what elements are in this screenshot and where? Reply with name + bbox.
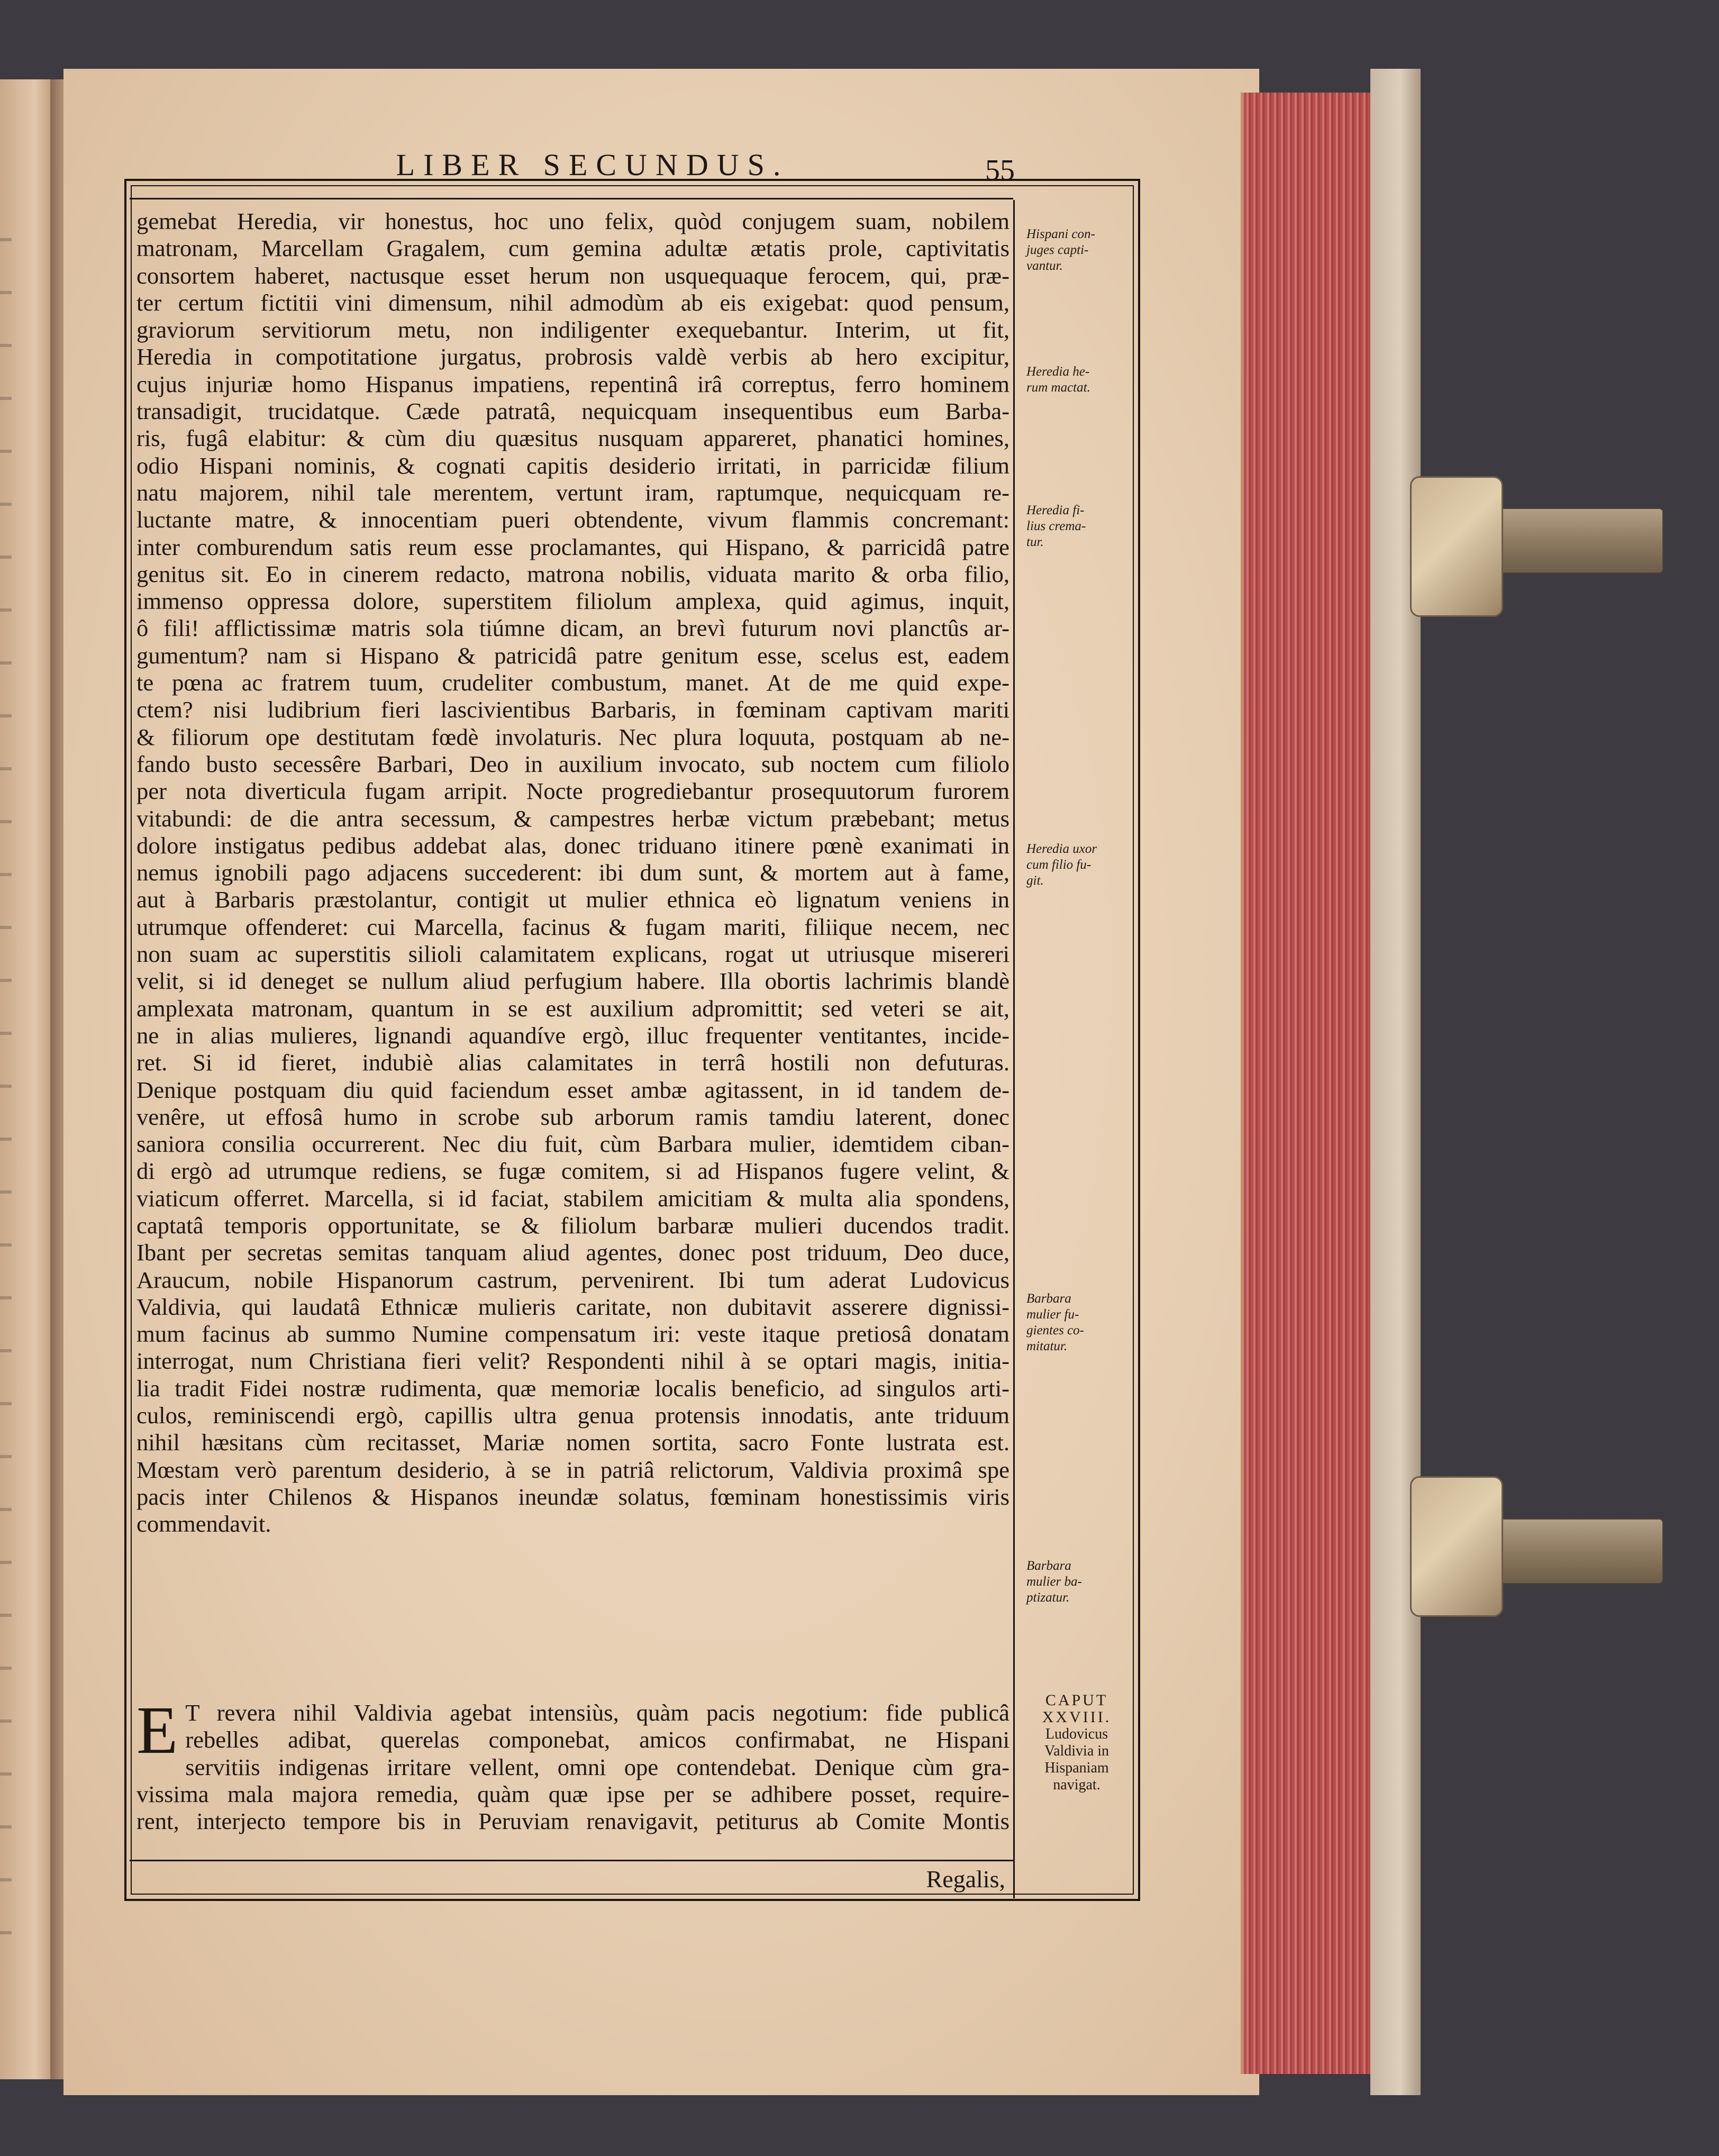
text-line: gemebat Heredia, vir honestus, hoc uno felix, quòd conjugem suam, nobilem [137, 208, 1009, 234]
text-line: ter certum fictitii vini dimensum, nihil admodùm ab eis exigebat: quod pensum, [137, 289, 1009, 316]
marginal-note-line: mitatur. [1026, 1339, 1068, 1353]
text-line: captatâ temporis opportunitate, se & filiolum barbaræ mulieri ducendos tradit. [137, 1212, 1009, 1239]
text-line: lia tradit Fidei nostræ rudimenta, quæ memoriæ localis beneficio, ad singulos arti- [137, 1375, 1009, 1402]
chapter-text-line: rent, interjecto tempore bis in Peruviam renavigavit, petiturus ab Comite Montis [137, 1808, 1009, 1835]
marginal-note-line: tur. [1026, 535, 1044, 549]
marginal-note-line: mulier fu- [1026, 1307, 1079, 1322]
marginal-note [1026, 1291, 1127, 1354]
marginal-note-line: Barbara [1026, 1291, 1071, 1306]
text-line: Heredia in compotitatione jurgatus, probrosis valdè verbis ab hero excipitur, [137, 343, 1009, 370]
marginal-note-line: Barbara [1026, 1559, 1071, 1573]
running-head: LIBER SECUNDUS. [396, 148, 789, 182]
catchword-rule [130, 1860, 1013, 1861]
margin-column-rule [1013, 200, 1015, 1898]
marginal-note-line: vantur. [1026, 259, 1063, 273]
marginal-note-line: Hispani con- [1026, 227, 1095, 241]
marginal-note-line: Heredia he- [1026, 365, 1090, 379]
chapter-heading-line: navigat. [1053, 1777, 1100, 1793]
marginal-note-line: mulier ba- [1026, 1575, 1082, 1589]
text-line: Denique postquam diu quid faciendum esset ambæ agitassent, in id tandem de- [137, 1076, 1009, 1103]
text-line: non suam ac superstitis silioli calamitatem explicans, rogat ut utriusque misereri [137, 941, 1009, 968]
text-line: mum facinus ab summo Numine compensatum iri: veste itaque pretiosâ donatam [137, 1321, 1009, 1348]
text-line: & filiorum ope destitutam fœdè involaturis. Nec plura loquuta, postquam ab ne- [137, 723, 1009, 750]
marginal-note-line: Heredia uxor [1026, 842, 1097, 856]
chapter-heading-line: CAPUT [1045, 1691, 1108, 1709]
text-line: Araucum, nobile Hispanorum castrum, pervenirent. Ibi tum aderat Ludovicus [137, 1266, 1009, 1293]
marginal-note [1026, 226, 1127, 274]
catchword: Regalis, [926, 1866, 1005, 1893]
marginal-note [1026, 841, 1127, 889]
text-line: genitus sit. Eo in cinerem redacto, matrona nobilis, viduata marito & orba filio, [137, 560, 1009, 587]
text-line: per nota diverticula fugam arripit. Nocte progrediebantur prosequutorum furorem [137, 778, 1009, 805]
text-line: ô fili! afflictissimæ matris sola tiúmne dicam, an brevì futurum novi planctûs ar- [137, 615, 1009, 642]
text-line: vitabundi: de die antra secessum, & campestres herbæ victum præbebant; metus [137, 805, 1009, 832]
marginal-note [1026, 1558, 1127, 1606]
page-number: 55 [985, 154, 1015, 187]
marginal-note-line: juges capti- [1026, 243, 1089, 257]
text-line: viaticum offerret. Marcella, si id faciat, stabilem amicitiam & multa alia spondens, [137, 1185, 1009, 1212]
text-line: commendavit. [137, 1511, 271, 1538]
text-line: natu majorem, nihil tale merentem, vertunt iram, raptumque, nequicquam re- [137, 479, 1009, 506]
book-cover-edge [1370, 69, 1421, 2095]
chapter-heading-line: Ludovicus [1045, 1726, 1108, 1742]
text-line: Valdivia, qui laudatâ Ethnicæ mulieris caritate, non dubitavit asserere dignissi- [137, 1293, 1009, 1320]
marginal-note [1026, 503, 1127, 550]
text-line: consortem haberet, nactusque esset herum non usquequaque ferocem, qui, præ- [137, 262, 1009, 289]
chapter-heading-line: Valdivia in [1044, 1743, 1109, 1759]
chapter-text-line: T revera nihil Valdivia agebat intensiùs, quàm pacis negotium: fide publicâ [185, 1699, 1009, 1726]
text-line: amplexata matronam, quantum in se est auxilium adpromittit; sed veteri se ait, [137, 995, 1009, 1022]
text-line: ret. Si id fieret, indubiè alias calamitates in terrâ hostili non defuturas. [137, 1049, 1009, 1076]
chapter-text-line: vissima mala majora remedia, quàm quæ ipse per se adhibere posset, require- [137, 1780, 1009, 1807]
text-line: transadigit, trucidatque. Cæde patratâ, nequicquam insequentibus eum Barba- [137, 398, 1009, 425]
text-line: nemus ignobili pago adjacens succederent: ibi dum sunt, & mortem aut à fame, [137, 859, 1009, 886]
text-line: graviorum servitiorum metu, non indiligenter exequebantur. Interim, ut fit, [137, 316, 1009, 343]
text-line: ris, fugâ elabitur: & cùm diu quæsitus nusquam appareret, phanatici homines, [137, 425, 1009, 452]
facing-page-edge [0, 79, 58, 2079]
text-line: dolore instigatus pedibus addebat alas, donec triduano itinere pœnè exanimati in [137, 832, 1009, 859]
clasp-upper [1410, 476, 1503, 617]
text-line: matronam, Marcellam Gragalem, cum gemina adultæ ætatis prole, captivitatis [137, 235, 1009, 262]
chapter-heading-note [1021, 1692, 1132, 1794]
text-line: te pœna ac fratrem tuum, crudeliter combustum, manet. At de me quid expe- [137, 669, 1009, 696]
text-line: venêre, ut effosâ humo in scrobe sub arborum ramis tamdiu laterent, donec [137, 1103, 1009, 1130]
marginal-note-line: lius crema- [1026, 519, 1086, 533]
chapter-text [137, 1693, 1009, 1835]
text-line: fando busto secessêre Barbari, Deo in auxilium invocato, sub noctem cum filiolo [137, 750, 1009, 777]
text-line: gumentum? nam si Hispano & patricidâ patre genitum esse, scelus est, eadem [137, 642, 1009, 669]
text-line: velit, si id deneget se nullum aliud perfugium habere. Illa obortis lachrimis blandè [137, 968, 1009, 995]
text-line: immenso oppressa dolore, superstitem filiolum amplexa, quid agimus, inquit, [137, 588, 1009, 615]
text-line: ne in alias mulieres, lignandi aquandíve ergò, illuc frequenter ventitantes, incide- [137, 1022, 1009, 1049]
chapter-heading-line: XXVIII. [1042, 1708, 1112, 1726]
text-line: culos, reminiscendi ergò, capillis ultra genua protensis innodatis, ante triduum [137, 1402, 1009, 1429]
text-line: inter comburendum satis reum esse proclamantes, qui Hispano, & parricidâ patre [137, 533, 1009, 560]
marginal-note-line: rum mactat. [1026, 380, 1090, 395]
marginal-note [1026, 364, 1127, 396]
text-line: interrogat, num Christiana fieri velit? Respondenti nihil à se optari magis, initia- [137, 1348, 1009, 1375]
chapter-text-line: servitiis indigenas irritare vellent, omni ope contendebat. Denique cùm gra- [185, 1753, 1009, 1780]
text-line: Mœstam verò parentum desiderio, à se in patriâ relictorum, Valdivia proximâ spe [137, 1456, 1009, 1483]
marginal-note-line: gientes co- [1026, 1323, 1084, 1338]
marginal-note-line: Heredia fi- [1026, 503, 1085, 517]
text-line: Ibant per secretas semitas tanquam aliud agentes, donec post triduum, Deo duce, [137, 1239, 1009, 1266]
text-line: ctem? nisi ludibrium fieri lascivientibus Barbaris, in fœminam captivam mariti [137, 696, 1009, 723]
marginal-note-line: git. [1026, 874, 1044, 888]
text-line: odio Hispani nominis, & cognati capitis desiderio irritati, in parricidæ filium [137, 452, 1009, 479]
body-text [137, 208, 1009, 1538]
text-line: pacis inter Chilenos & Hispanos ineundæ solatus, fœminam honestissimis viris [137, 1483, 1009, 1510]
text-line: cujus injuriæ homo Hispanus impatiens, repentinâ irâ correptus, ferro hominem [137, 370, 1009, 397]
chapter-heading-line: Hispaniam [1044, 1760, 1109, 1776]
header-rule [130, 198, 1013, 199]
text-line: aut à Barbaris præstolantur, contigit ut mulier ethnica eò lignatum veniens in [137, 886, 1009, 913]
text-line: luctante matre, & innocentiam pueri obtendente, vivum flammis concremant: [137, 506, 1009, 533]
drop-capital: E [137, 1693, 178, 1768]
text-line: nihil hæsitans cùm recitasset, Mariæ nomen sortita, sacro Fonte lustrata est. [137, 1429, 1009, 1456]
marginal-note-line: ptizatur. [1026, 1590, 1070, 1605]
chapter-text-line: rebelles adibat, querelas componebat, amicos confirmabat, ne Hispani [185, 1726, 1009, 1753]
clasp-lower [1410, 1476, 1503, 1617]
text-line: utrumque offenderet: cui Marcella, facinus & fugam mariti, filiique necem, nec [137, 913, 1009, 940]
marginal-note-line: cum filio fu- [1026, 858, 1092, 872]
text-line: saniora consilia occurrerent. Nec diu fuit, cùm Barbara mulier, idemtidem ciban- [137, 1131, 1009, 1158]
page-edges-red [1241, 93, 1381, 2074]
text-line: di ergò ad utrumque rediens, se fugæ comitem, si ad Hispanos fugere velint, & [137, 1158, 1009, 1185]
